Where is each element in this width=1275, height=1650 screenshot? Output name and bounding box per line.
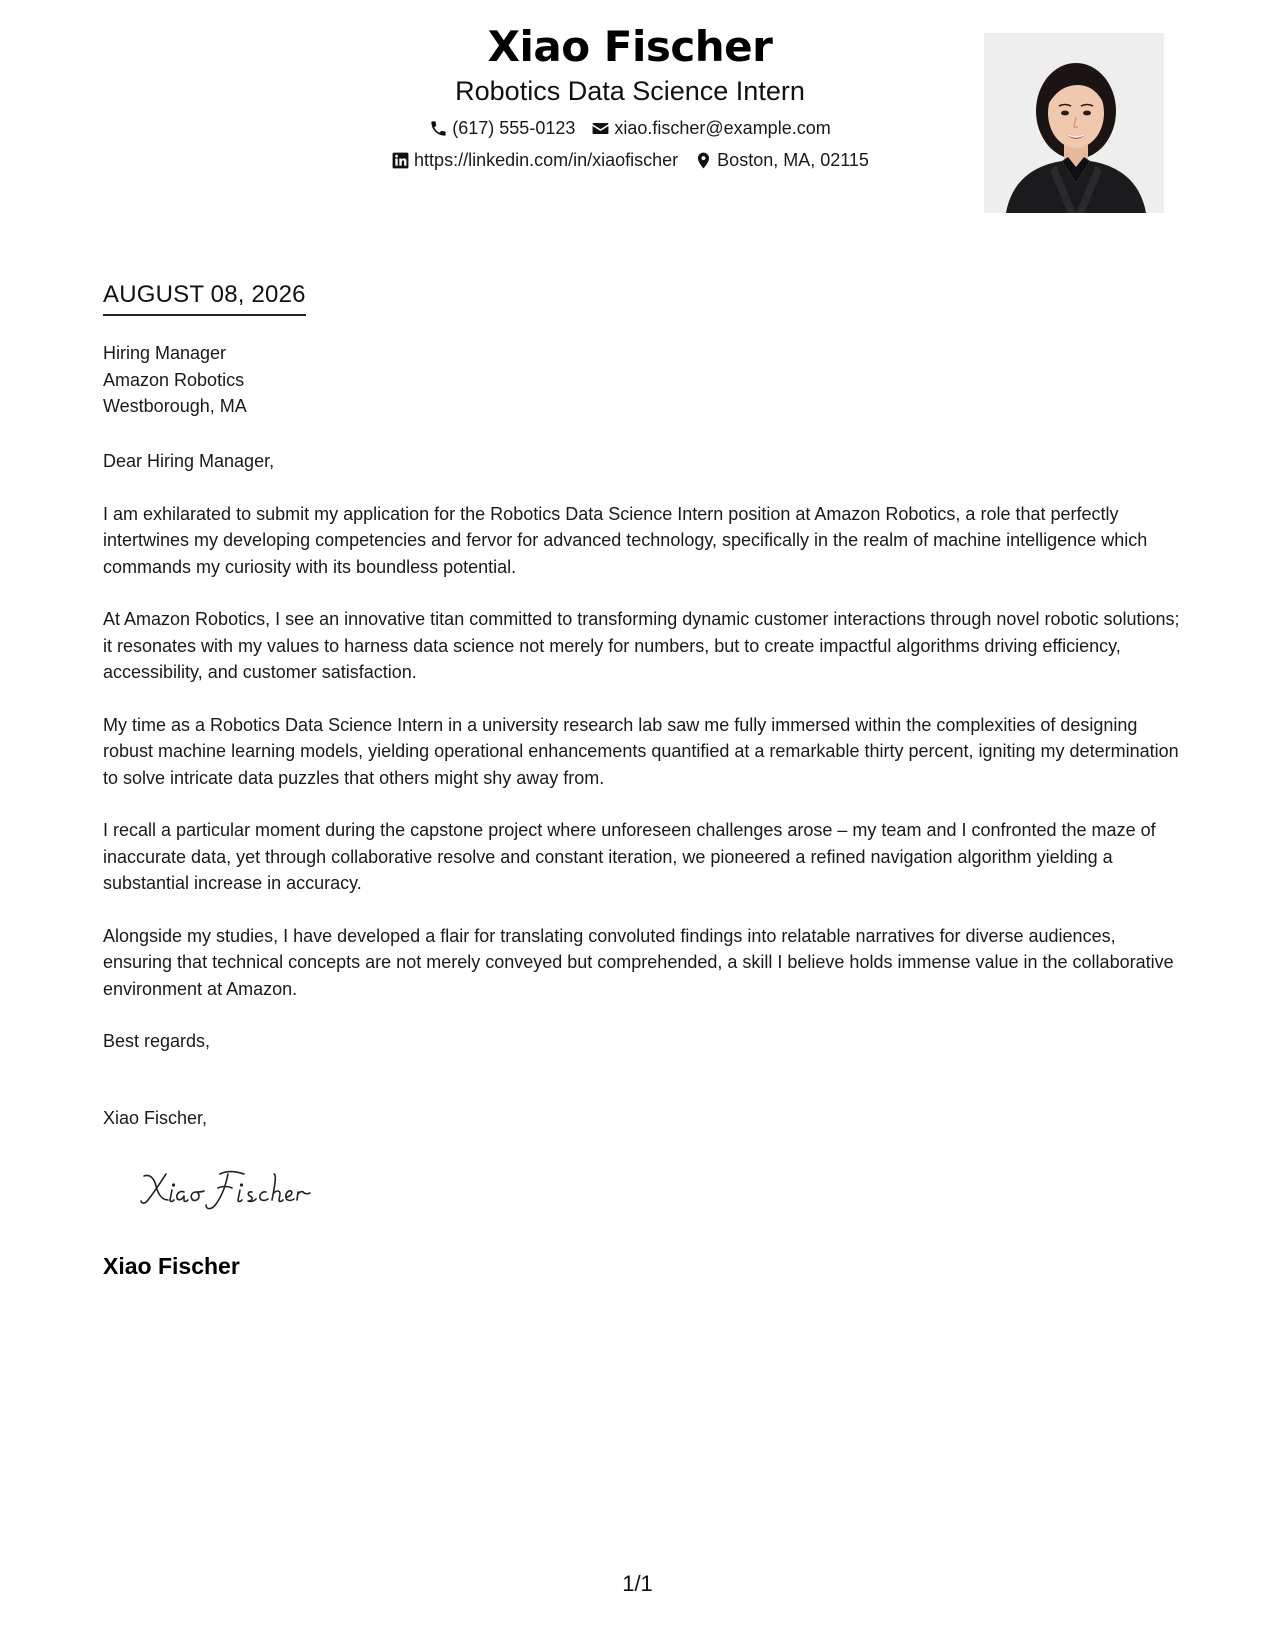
signoff-name: Xiao Fischer, (103, 1107, 208, 1128)
recipient-location: Westborough, MA (103, 396, 247, 416)
phone-text: (617) 555-0123 (452, 118, 576, 138)
linkedin-icon (391, 151, 410, 170)
page-number: 1/1 (622, 1571, 653, 1596)
letter-date: AUGUST 08, 2026 (103, 280, 306, 316)
paragraph-4: I recall a particular moment during the capstone project where unforeseen challenges arose – my team and I confronted the maze of inaccurate data, yet through collaborative resolve and constant iteration, we pioneered a refined navigation algorithm yielding a substantial increase in accuracy. (103, 820, 1156, 893)
applicant-name: Xiao Fischer (487, 22, 773, 71)
job-title: Robotics Data Science Intern (455, 76, 805, 106)
envelope-icon (591, 119, 610, 138)
letter-body (103, 448, 1183, 1157)
recipient-title: Hiring Manager (103, 343, 227, 363)
contact-location (694, 148, 869, 172)
date-block (103, 280, 306, 316)
linkedin-text[interactable]: https://linkedin.com/in/xiaofischer (414, 150, 679, 170)
location-text: Boston, MA, 02115 (717, 150, 869, 170)
paragraph-3: My time as a Robotics Data Science Intern in a university research lab saw me fully immersed within the complexities of designing robust machine learning models, yielding operational enhancements quantified at a remarkable thirty percent, igniting my determination to solve intricate data puzzles that others might shy away from. (103, 714, 1179, 788)
recipient-block (103, 340, 247, 420)
paragraph-5: Alongside my studies, I have developed a flair for translating convoluted findings into relatable narratives for diverse audiences, ensuring that technical concepts are not merely conveyed but comprehended, a skill I believe holds immense value in the collaborative environment at Amazon. (103, 925, 1174, 999)
email-text[interactable]: xiao.fischer@example.com (614, 118, 831, 138)
closing: Best regards, (103, 1031, 211, 1051)
contact-email[interactable] (591, 116, 830, 140)
signature-printed-name: Xiao Fischer (103, 1253, 240, 1279)
phone-icon (429, 119, 448, 138)
paragraph-2: At Amazon Robotics, I see an innovative titan committed to transforming dynamic customer interactions through novel robotic solutions; it resonates with my values to harness data science not merely for numbers, but to create impactful algorithms driving efficiency, accessibility, and customer satisfaction. (103, 609, 1180, 682)
contact-linkedin[interactable] (391, 148, 678, 172)
salutation: Dear Hiring Manager, (103, 451, 275, 471)
handwritten-signature (136, 1160, 336, 1220)
recipient-company: Amazon Robotics (103, 369, 245, 390)
map-pin-icon (694, 151, 713, 170)
contact-phone (429, 116, 575, 140)
paragraph-1: I am exhilarated to submit my application for the Robotics Data Science Intern position at Amazon Robotics, a role that perfectly intertwines my developing competencies and fervor for advanced technology, specifically in the realm of machine intelligence which commands my curiosity with its boundless potential. (103, 503, 1148, 577)
profile-photo (984, 33, 1164, 213)
